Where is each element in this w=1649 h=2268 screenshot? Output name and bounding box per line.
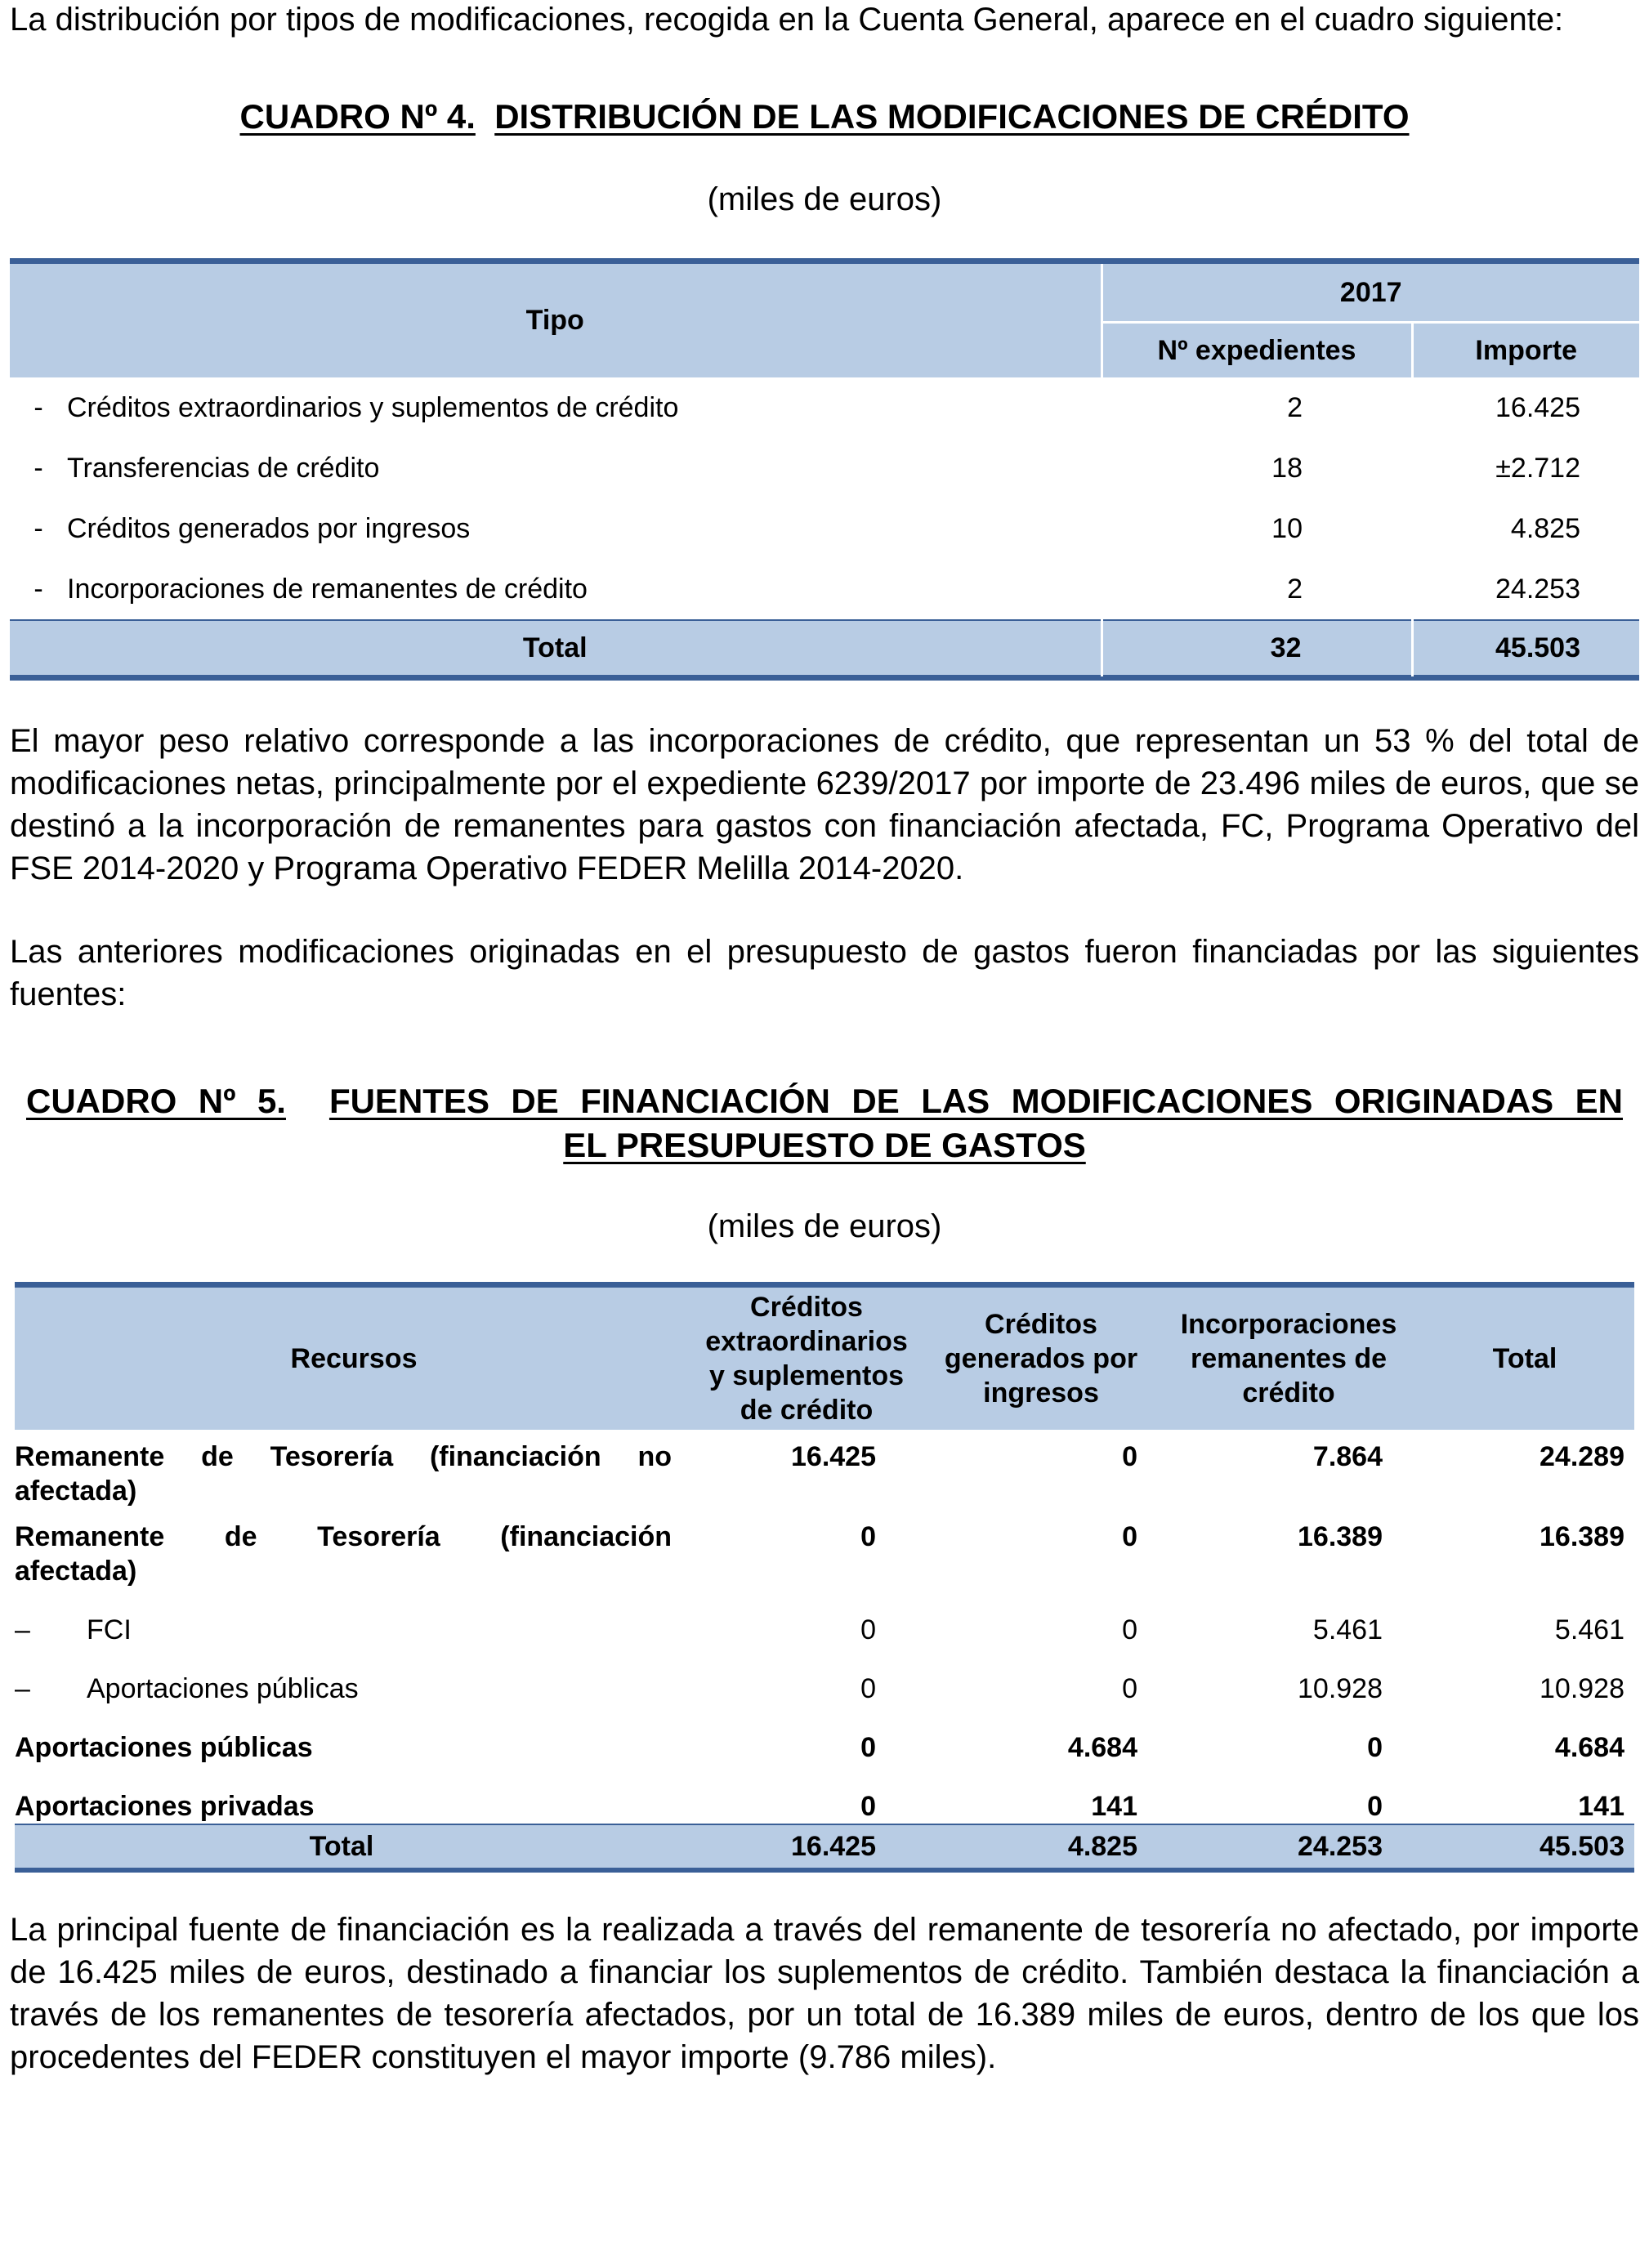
row-importe: 4.825 xyxy=(1510,512,1580,544)
row-label: Remanente de Tesorería (financiación no afectada) xyxy=(15,1441,672,1507)
total-label: Total xyxy=(522,632,588,663)
row-value: 4.684 xyxy=(1067,1732,1137,1763)
table-row xyxy=(15,1430,1634,1510)
paragraph-principal-fuente: La principal fuente de financiación es la realizada a través del remanente de tesorería no afectado, por importe de 16.425 miles de euros, destinado a financiar los suplementos de crédito. También destaca la financiación a través de los remanentes de tesorería afectados, por un total de 16.389 miles de euros, dentro de los que los procedentes del FEDER constituyen el mayor importe (9.786 miles). xyxy=(10,1912,1639,2075)
row-value: 10.928 xyxy=(1540,1673,1624,1704)
total-value: 16.425 xyxy=(791,1831,876,1862)
row-dash: - xyxy=(34,452,43,484)
cuadro4-table xyxy=(10,258,1639,681)
row-dash: – xyxy=(15,1614,30,1645)
header-year: 2017 xyxy=(1102,264,1639,323)
header-creditos-extraordinarios: Créditos extraordinarios y suplementos de crédito xyxy=(705,1292,908,1426)
table-row xyxy=(10,559,1639,620)
header-incorporaciones: Incorporaciones remanentes de crédito xyxy=(1180,1309,1397,1409)
row-value: 5.461 xyxy=(1554,1614,1624,1645)
row-expedientes: 10 xyxy=(1271,512,1303,544)
header-recursos: Recursos xyxy=(290,1343,418,1374)
table-row xyxy=(10,498,1639,559)
cuadro5-title-prefix: CUADRO Nº 5. xyxy=(26,1082,286,1120)
row-value: 0 xyxy=(1122,1673,1137,1704)
row-value: 0 xyxy=(1367,1791,1383,1822)
table-bottom-rule xyxy=(10,676,1639,681)
row-label: – FCI xyxy=(15,1614,132,1645)
document-page xyxy=(10,0,1639,2078)
row-value: 141 xyxy=(1578,1791,1624,1822)
row-value: 0 xyxy=(1367,1732,1383,1763)
total-row xyxy=(15,1824,1634,1868)
row-value: 141 xyxy=(1091,1791,1137,1822)
table-row xyxy=(15,1660,1634,1719)
total-importe: 45.503 xyxy=(1412,620,1639,676)
row-importe: ±2.712 xyxy=(1495,452,1580,484)
row-label: – Aportaciones públicas xyxy=(15,1673,359,1704)
row-value: 7.864 xyxy=(1312,1441,1383,1472)
cuadro5-units: (miles de euros) xyxy=(707,1208,942,1244)
intro-paragraph: La distribución por tipos de modificaciones, recogida en la Cuenta General, aparece en el cuadro siguiente: xyxy=(10,2,1564,38)
header-total: Total xyxy=(1492,1343,1557,1374)
row-value: 16.425 xyxy=(791,1441,876,1472)
row-expedientes: 18 xyxy=(1271,452,1303,484)
row-value: 16.389 xyxy=(1540,1521,1624,1552)
paragraph-fuentes: Las anteriores modificaciones originadas en el presupuesto de gastos fueron financiadas por las siguientes fuentes: xyxy=(10,934,1639,1012)
row-importe: 24.253 xyxy=(1495,573,1580,605)
cuadro4-title-prefix: CUADRO Nº 4. xyxy=(239,97,476,136)
row-value: 0 xyxy=(1122,1614,1137,1645)
total-row xyxy=(10,620,1639,676)
paragraph-incorporaciones: El mayor peso relativo corresponde a las incorporaciones de crédito, que representan un 53 % del total de modificaciones netas, principalmente por el expediente 6239/2017 por importe de 23.496 miles de euros, que se destinó a la incorporación de remanentes para gastos con financiación afectada, FC, Programa Operativo del FSE 2014-2020 y Programa Operativo FEDER Melilla 2014-2020. xyxy=(10,723,1639,886)
row-expedientes: 2 xyxy=(1287,391,1303,423)
row-dash: - xyxy=(34,391,43,423)
row-label: Créditos extraordinarios y suplementos de crédito xyxy=(67,391,679,423)
row-value: 5.461 xyxy=(1312,1614,1383,1645)
table-row xyxy=(15,1510,1634,1601)
row-label: Remanente de Tesorería (financiación afectada) xyxy=(15,1521,672,1587)
cuadro5-table xyxy=(15,1282,1634,1873)
cuadro5-title xyxy=(10,1079,1639,1167)
header-expedientes: Nº expedientes xyxy=(1102,323,1412,378)
cuadro4-title xyxy=(10,95,1639,139)
row-value: 0 xyxy=(860,1732,876,1763)
total-value: 45.503 xyxy=(1540,1831,1624,1862)
total-value: 4.825 xyxy=(1067,1831,1137,1862)
row-value: 0 xyxy=(1122,1441,1137,1472)
cuadro4-title-text: DISTRIBUCIÓN DE LAS MODIFICACIONES DE CRÉDITO xyxy=(494,97,1410,136)
row-value: 0 xyxy=(1122,1521,1137,1552)
row-dash: - xyxy=(34,512,43,544)
row-value: 0 xyxy=(860,1614,876,1645)
row-label: Incorporaciones de remanentes de crédito xyxy=(67,573,588,605)
table-row xyxy=(15,1719,1634,1778)
total-label: Total xyxy=(309,1831,374,1862)
table-row xyxy=(10,377,1639,438)
row-label: Transferencias de crédito xyxy=(67,452,380,484)
total-value: 24.253 xyxy=(1298,1831,1383,1862)
total-expedientes: 32 xyxy=(1102,620,1412,676)
row-expedientes: 2 xyxy=(1287,573,1303,605)
row-importe: 16.425 xyxy=(1495,391,1580,423)
row-dash: – xyxy=(15,1673,30,1704)
row-value: 10.928 xyxy=(1298,1673,1383,1704)
table-row xyxy=(10,438,1639,498)
row-value: 24.289 xyxy=(1540,1441,1624,1472)
cuadro5-title-line2: EL PRESUPUESTO DE GASTOS xyxy=(563,1126,1086,1164)
table-row xyxy=(15,1778,1634,1824)
row-value: 0 xyxy=(860,1791,876,1822)
row-label: Aportaciones privadas xyxy=(15,1791,315,1822)
header-tipo: Tipo xyxy=(525,305,584,336)
row-label: Aportaciones públicas xyxy=(15,1732,313,1763)
table-top-rule xyxy=(15,1282,1634,1288)
cuadro5-title-line1: FUENTES DE FINANCIACIÓN DE LAS MODIFICACIONES ORIGINADAS EN xyxy=(328,1082,1623,1120)
row-value: 0 xyxy=(860,1673,876,1704)
header-creditos-generados: Créditos generados por ingresos xyxy=(944,1309,1138,1409)
row-label: Créditos generados por ingresos xyxy=(67,512,471,544)
table-row xyxy=(15,1601,1634,1660)
cuadro4-units: (miles de euros) xyxy=(707,181,942,217)
table-bottom-rule xyxy=(15,1868,1634,1873)
row-dash: - xyxy=(34,573,43,605)
row-value: 16.389 xyxy=(1298,1521,1383,1552)
table-top-rule xyxy=(10,258,1639,264)
row-value: 0 xyxy=(860,1521,876,1552)
header-importe: Importe xyxy=(1412,323,1639,378)
row-value: 4.684 xyxy=(1554,1732,1624,1763)
